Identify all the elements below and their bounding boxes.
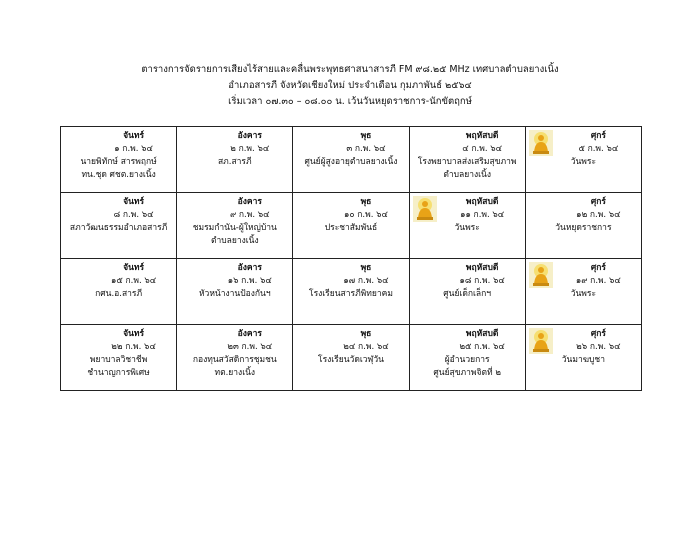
schedule-cell	[61, 193, 177, 259]
schedule-cell	[293, 325, 409, 391]
schedule-cell	[409, 259, 525, 325]
activity-line-1: ประชาสัมพันธ์	[324, 223, 378, 233]
date-label: ๒๔ ก.พ. ๖๔	[343, 342, 389, 352]
buddha-icon	[413, 196, 437, 222]
buddha-icon	[529, 262, 553, 288]
day-label: จันทร์	[123, 131, 145, 141]
week-row	[61, 193, 642, 259]
date-label: ๒๕ ก.พ. ๖๔	[459, 342, 505, 352]
day-label: ศุกร์	[590, 131, 606, 141]
cell-content	[61, 259, 176, 324]
schedule-cell	[177, 193, 293, 259]
activity-line-1: ศูนย์ผู้สูงอายุตำบลยางเนิ้ง	[304, 157, 398, 167]
date-label: ๑๙ ก.พ. ๖๔	[575, 276, 621, 286]
cell-content	[526, 193, 641, 258]
week-row	[61, 325, 642, 391]
cell-content	[61, 193, 176, 258]
activity-line-1: โรงเรียนสารภีพิทยาคม	[309, 289, 393, 299]
schedule-cell	[61, 259, 177, 325]
schedule-table	[60, 126, 642, 391]
activity-line-1: พยาบาลวิชาชีพ	[89, 355, 148, 365]
buddha-icon	[529, 328, 553, 354]
cell-content	[177, 325, 292, 390]
day-label: พุธ	[360, 263, 372, 273]
activity-line-1: วันพระ	[570, 289, 597, 299]
cell-content	[293, 259, 408, 324]
schedule-cell	[525, 193, 641, 259]
schedule-cell	[61, 127, 177, 193]
activity-line-1: หัวหน้างานป้องกันฯ	[198, 289, 271, 299]
schedule-cell	[61, 325, 177, 391]
day-label: พุธ	[360, 131, 372, 141]
day-label: จันทร์	[123, 263, 145, 273]
schedule-cell	[293, 259, 409, 325]
cell-content	[293, 325, 408, 390]
day-label: จันทร์	[123, 329, 145, 339]
activity-line-1: วันพระ	[454, 223, 480, 233]
week-row	[61, 127, 642, 193]
cell-content	[177, 193, 292, 258]
activity-line-2: ชำนาญการพิเศษ	[87, 368, 150, 378]
day-label: พฤหัสบดี	[465, 329, 499, 339]
activity-line-1: โรงพยาบาลส่งเสริมสุขภาพ	[417, 157, 517, 167]
cell-content	[61, 325, 176, 390]
activity-line-2: ทน.ชุด ศชต.ยางเนิ้ง	[81, 170, 156, 180]
activity-line-1: สภ.สารภี	[217, 157, 252, 167]
cell-content	[526, 325, 641, 390]
schedule-cell	[293, 127, 409, 193]
cell-content	[526, 259, 641, 324]
schedule-cell	[177, 325, 293, 391]
header-location-month: อำเภอสารภี จังหวัดเชียงใหม่ ประจำเดือน กุมภาพันธ์ ๒๕๖๔	[228, 80, 472, 91]
day-label: อังคาร	[237, 329, 262, 339]
activity-line-2: ทต.ยางเนิ้ง	[214, 368, 256, 378]
date-label: ๒ ก.พ. ๖๔	[230, 144, 270, 154]
cell-content	[293, 193, 408, 258]
header-title: ตารางการจัดรายการเสียงไร้สายและคลื่นพระพุทธศาสนาสารภี FM ๙๘.๒๕ MHz เทศบาลตำบลยางเนิ้ง	[141, 64, 559, 75]
schedule-cell	[409, 325, 525, 391]
schedule-cell	[525, 259, 641, 325]
activity-line-2: ศูนย์สุขภาพจิตที่ ๒	[433, 368, 501, 378]
cell-content	[410, 259, 525, 324]
activity-line-1: กศน.อ.สารภี	[95, 289, 143, 299]
date-label: ๑๒ ก.พ. ๖๔	[576, 210, 621, 220]
cell-content	[410, 193, 525, 258]
schedule-cell	[525, 325, 641, 391]
activity-line-1: โรงเรียนวัดเวฬุวัน	[318, 355, 384, 365]
cell-content	[177, 259, 292, 324]
activity-line-1: นายพิทักษ์ สารพฤกษ์	[80, 157, 157, 167]
cell-content	[177, 127, 292, 192]
day-label: พฤหัสบดี	[465, 263, 499, 273]
date-label: ๑๐ ก.พ. ๖๔	[343, 210, 388, 220]
date-label: ๑ ก.พ. ๖๔	[114, 144, 153, 154]
day-label: อังคาร	[237, 197, 262, 207]
activity-line-1: ศูนย์เด็กเล็กฯ	[443, 289, 492, 299]
cell-content	[410, 325, 525, 390]
date-label: ๓ ก.พ. ๖๔	[346, 144, 386, 154]
schedule-cell	[525, 127, 641, 193]
cell-content	[410, 127, 525, 192]
day-label: จันทร์	[123, 197, 145, 207]
cell-content	[526, 127, 641, 192]
date-label: ๑๘ ก.พ. ๖๔	[459, 276, 505, 286]
buddha-icon	[529, 130, 553, 156]
activity-line-1: วันหยุดราชการ	[555, 223, 612, 233]
date-label: ๒๒ ก.พ. ๖๔	[111, 342, 156, 352]
document-header	[0, 62, 700, 110]
date-label: ๑๖ ก.พ. ๖๔	[227, 276, 272, 286]
schedule-body	[61, 127, 642, 391]
day-label: พฤหัสบดี	[465, 131, 499, 141]
header-time: เริ่มเวลา ๐๗.๓๐ – ๐๘.๐๐ น. เว้นวันหยุดราชการ-นักขัตฤกษ์	[228, 96, 472, 107]
schedule-cell	[409, 127, 525, 193]
date-label: ๙ ก.พ. ๖๔	[229, 210, 270, 220]
day-label: อังคาร	[237, 263, 262, 273]
activity-line-1: วันมาฆบูชา	[561, 355, 605, 365]
day-label: พุธ	[360, 329, 372, 339]
date-label: ๕ ก.พ. ๖๔	[578, 144, 619, 154]
schedule-cell	[177, 259, 293, 325]
activity-line-1: กองทุนสวัสดิการชุมชน	[192, 355, 277, 365]
schedule-cell	[409, 193, 525, 259]
day-label: พฤหัสบดี	[465, 197, 499, 207]
date-label: ๑๑ ก.พ. ๖๔	[460, 210, 505, 220]
activity-line-1: ผู้อำนวยการ	[444, 355, 490, 365]
date-label: ๒๓ ก.พ. ๖๔	[227, 342, 273, 352]
cell-content	[293, 127, 408, 192]
date-label: ๔ ก.พ. ๖๔	[462, 144, 503, 154]
date-label: ๑๗ ก.พ. ๖๔	[343, 276, 389, 286]
schedule-cell	[177, 127, 293, 193]
activity-line-1: วันพระ	[570, 157, 597, 167]
day-label: ศุกร์	[590, 329, 606, 339]
week-row	[61, 259, 642, 325]
cell-content	[61, 127, 176, 192]
activity-line-1: ชมรมกำนัน-ผู้ใหญ่บ้าน	[192, 223, 277, 233]
date-label: ๑๕ ก.พ. ๖๔	[110, 276, 157, 286]
activity-line-2: ตำบลยางเนิ้ง	[210, 236, 259, 246]
activity-line-2: ตำบลยางเนิ้ง	[443, 170, 491, 180]
schedule-cell	[293, 193, 409, 259]
day-label: อังคาร	[237, 131, 262, 141]
date-label: ๒๖ ก.พ. ๖๔	[576, 342, 621, 352]
date-label: ๘ ก.พ. ๖๔	[113, 210, 154, 220]
day-label: ศุกร์	[590, 263, 606, 273]
activity-line-1: สภาวัฒนธรรมอำเภอสารภี	[69, 223, 168, 233]
day-label: ศุกร์	[590, 197, 606, 207]
day-label: พุธ	[360, 197, 372, 207]
